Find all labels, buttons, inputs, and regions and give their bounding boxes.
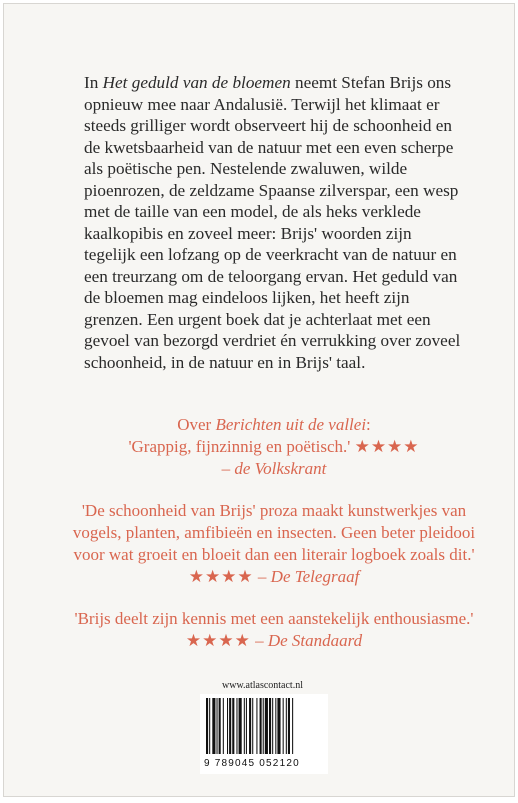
barcode-bar xyxy=(286,698,287,754)
barcode-bar xyxy=(244,698,245,754)
isbn-barcode xyxy=(200,694,328,774)
barcode-bar xyxy=(269,698,271,754)
rating-stars: ★★★★ xyxy=(354,437,420,456)
barcode-bar xyxy=(263,698,264,754)
quote-book-title: Berichten uit de vallei xyxy=(215,415,367,434)
barcode-bar xyxy=(256,698,257,754)
barcode-bar xyxy=(209,698,210,754)
barcode-bar xyxy=(219,698,221,754)
barcode-bar xyxy=(249,698,251,754)
barcode-bar xyxy=(275,698,276,754)
blurb-text xyxy=(84,72,464,373)
barcode-bar xyxy=(206,698,208,754)
barcode-bar xyxy=(252,698,253,754)
barcode-bar xyxy=(212,698,215,754)
barcode-bar xyxy=(277,698,280,754)
barcode-bar xyxy=(288,698,290,754)
review-quote-standaard xyxy=(64,608,484,652)
barcode-bars xyxy=(204,698,324,756)
barcode-bar xyxy=(260,698,262,754)
quote-source: – de Volkskrant xyxy=(221,459,327,478)
quote-text: 'Brijs deelt zijn kennis met een aanstekelijk enthousiasme.' xyxy=(74,609,474,628)
quote-text: 'De schoonheid van Brijs' proza maakt kunstwerkjes van vogels, planten, amfibieën en insecten. Geen beter pleidooi voor wat groeit en bloeit dan een literair logboek zoals dit.' xyxy=(72,501,476,564)
isbn-number: 9 789045 052120 xyxy=(204,758,300,769)
quote-source: – De Standaard xyxy=(255,631,363,650)
barcode-bar xyxy=(246,698,247,754)
barcode-bar xyxy=(272,698,273,754)
blurb-book-title: Het geduld van de bloemen xyxy=(102,73,291,92)
barcode-bar xyxy=(227,698,228,754)
quote-text: 'Grappig, fijnzinnig en poëtisch.' xyxy=(128,437,351,456)
barcode-bar xyxy=(265,698,268,754)
blurb-paragraph xyxy=(84,72,464,373)
barcode-bar xyxy=(292,698,293,754)
review-quote-volkskrant xyxy=(64,414,484,480)
publisher-url: www.atlascontact.nl xyxy=(222,680,303,691)
barcode-bar xyxy=(217,698,218,754)
barcode-bar xyxy=(229,698,231,754)
book-back-cover xyxy=(3,3,515,797)
barcode-bar xyxy=(239,698,242,754)
blurb-intro: In xyxy=(84,73,103,92)
barcode-bar xyxy=(223,698,224,754)
rating-stars: ★★★★ xyxy=(188,567,254,586)
quote-prefix: Over xyxy=(177,415,216,434)
review-quote-telegraaf xyxy=(64,500,484,588)
rating-stars: ★★★★ xyxy=(185,631,251,650)
quote-colon: : xyxy=(366,415,371,434)
barcode-bar xyxy=(283,698,284,754)
blurb-body: neemt Stefan Brijs ons opnieuw mee naar Andalusië. Terwijl het klimaat er steeds grilliger wordt observeert hij de schoonheid en de kwetsbaarheid van de natuur met een even scherpe als poëtische pen. Nestelende zwaluwen, wilde pioenrozen, de zeldzame Spaanse zilverspar, een wesp met de taille van een model, de als heks verklede kaalkopibis en zoveel meer: Brijs' woorden zijn tegelijk een lofzang op de veerkracht van de natuur en een treurzang om de teloorgang ervan. Het geduld van de bloemen mag eindeloos lijken, het heeft zijn grenzen. Een urgent boek dat je achterlaat met een gevoel van bezorgd verdriet én verrukking over zoveel schoonheid, in de natuur en in Brijs' taal. xyxy=(84,73,461,372)
quote-source: – De Telegraaf xyxy=(257,567,360,586)
barcode-bar xyxy=(232,698,234,754)
barcode-bar xyxy=(236,698,237,754)
